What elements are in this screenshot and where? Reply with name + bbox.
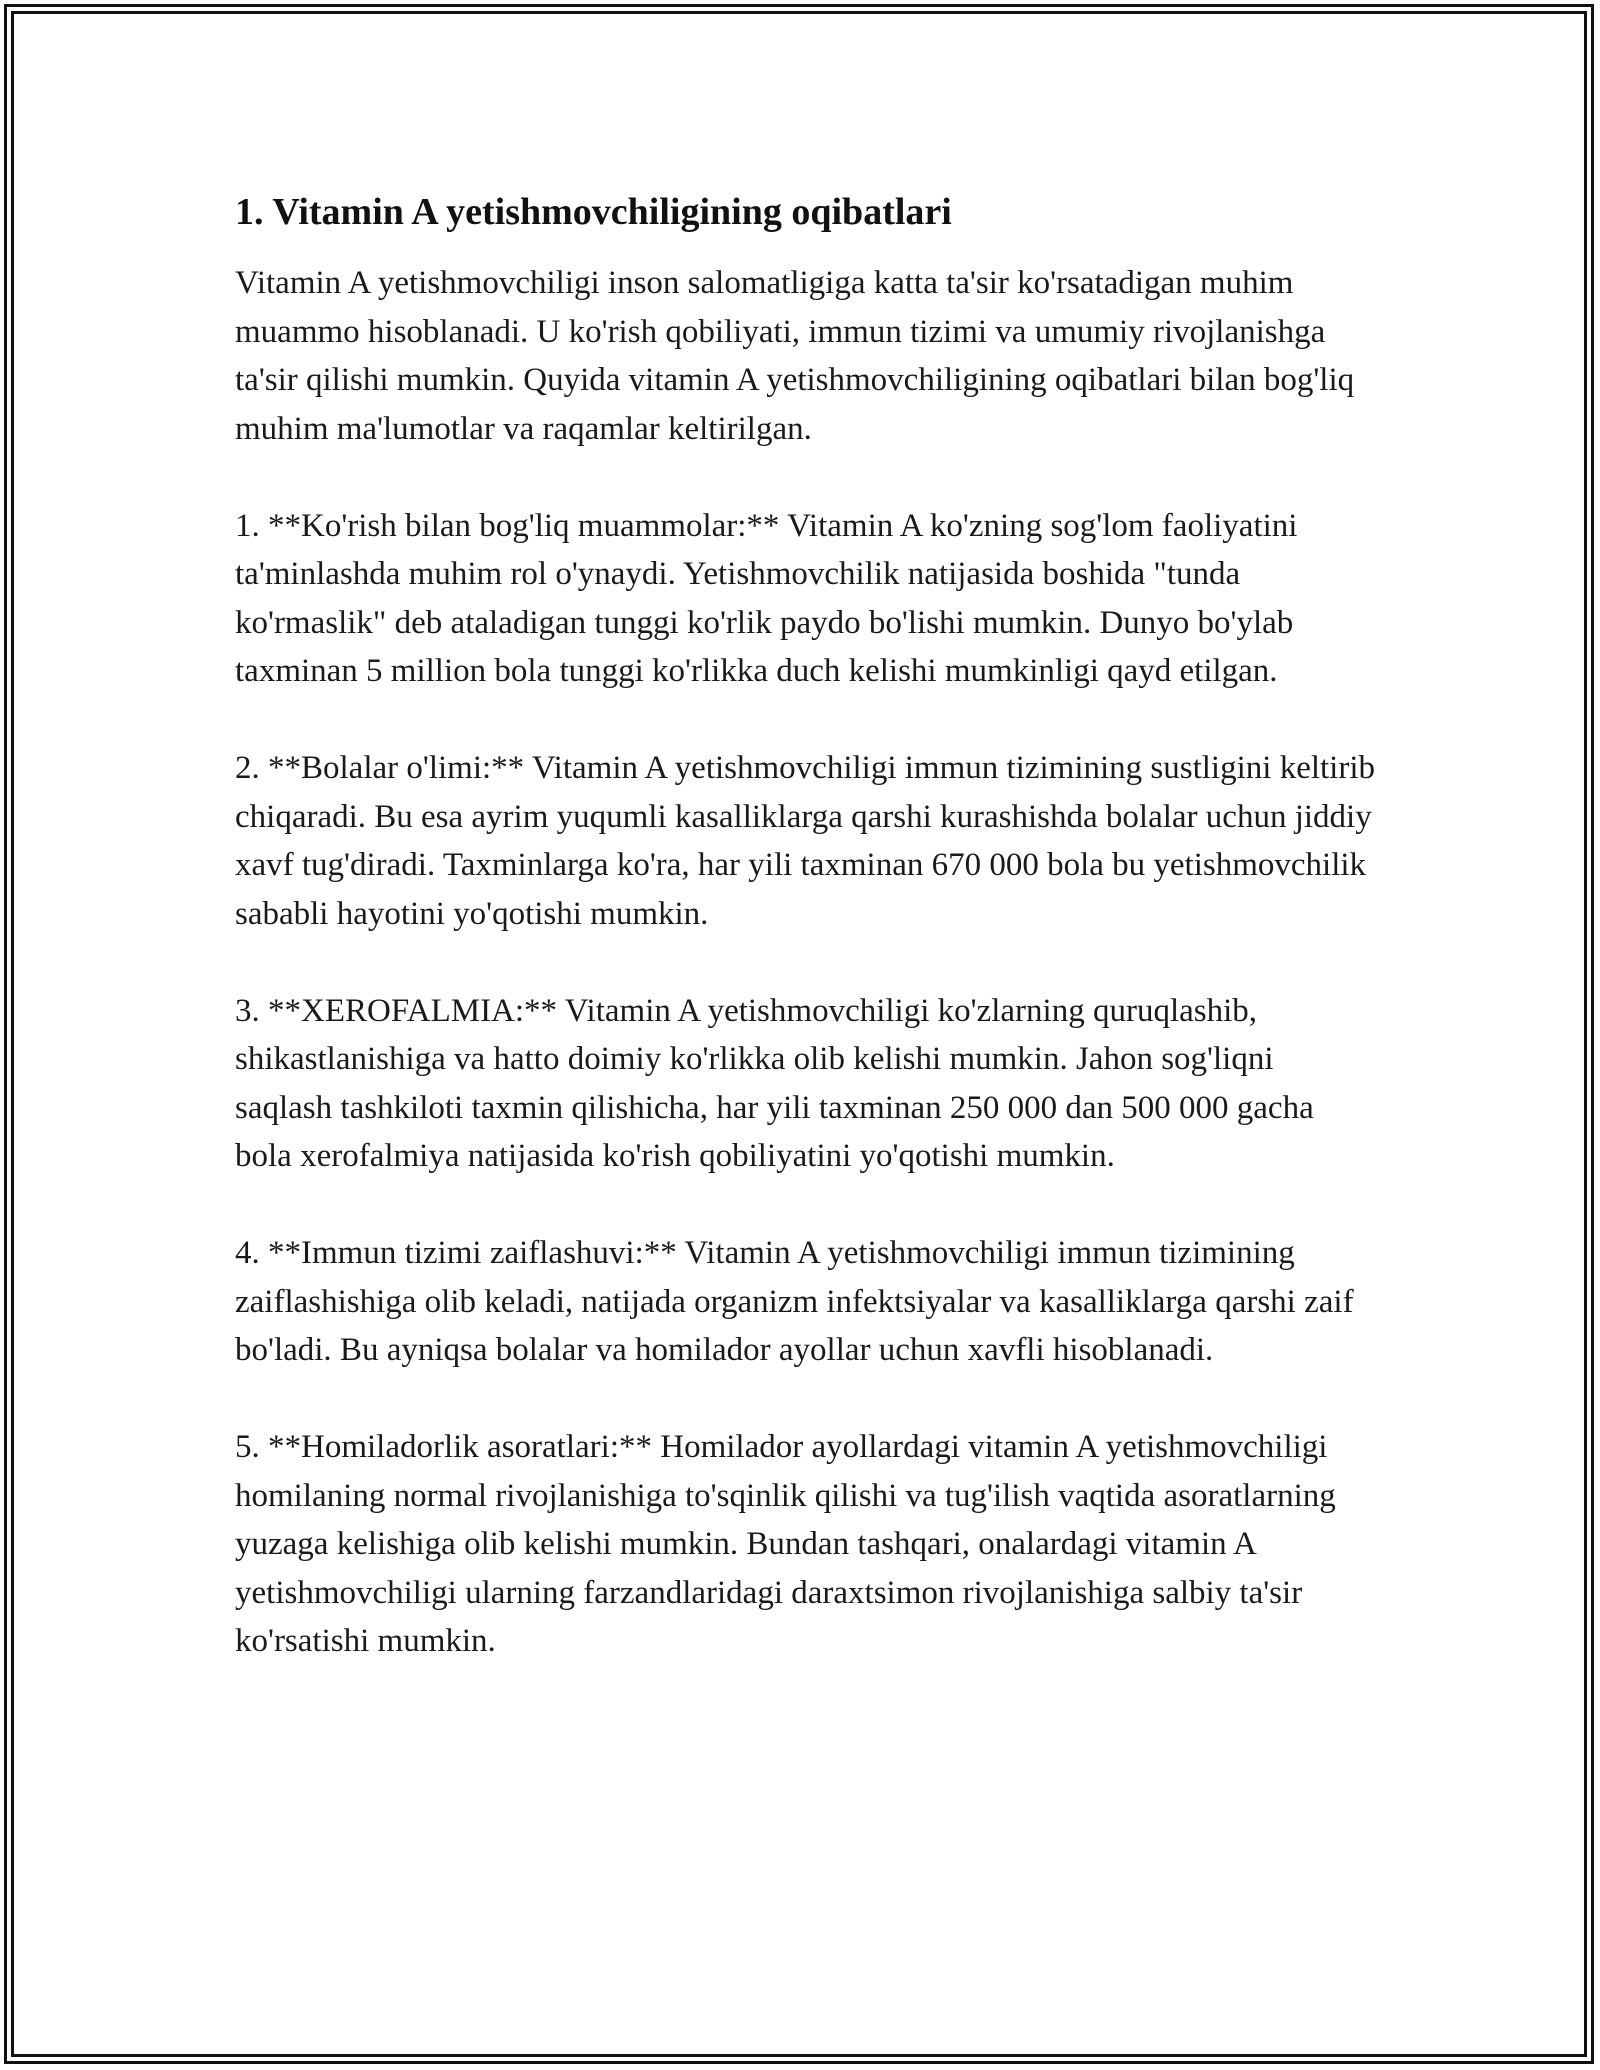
- list-item-child-mortality: 2. **Bolalar o'limi:** Vitamin A yetishmovchiligi immun tizimining sustligini keltirib chiqaradi. Bu esa ayrim yuqumli kasalliklarga qarshi kurashishda bolalar uchun jiddiy xavf tug'diradi. Taxminlarga ko'ra, har yili taxminan 670 000 bola bu yetishmovchilik sababli hayotini yo'qotishi mumkin.: [235, 750, 1375, 932]
- document-body: [235, 186, 1375, 1714]
- list-item-vision-problems: 1. **Ko'rish bilan bog'liq muammolar:** Vitamin A ko'zning sog'lom faoliyatini ta'minlashda muhim rol o'ynaydi. Yetishmovchilik natijasida boshida "tunda ko'rmaslik" deb ataladigan tunggi ko'rlik paydo bo'lishi mumkin. Dunyo bo'ylab taxminan 5 million bola tunggi ko'rlikka duch kelishi mumkinligi qayd etilgan.: [235, 507, 1298, 689]
- intro-paragraph: Vitamin A yetishmovchiligi inson salomatligiga katta ta'sir ko'rsatadigan muhim muammo hisoblanadi. U ko'rish qobiliyati, immun tizimi va umumiy rivojlanishga ta'sir qilishi mumkin. Quyida vitamin A yetishmovchiligining oqibatlari bilan bog'liq muhim ma'lumotlar va raqamlar keltirilgan.: [235, 265, 1355, 447]
- document-title: 1. Vitamin A yetishmovchiligining oqibatlari: [235, 191, 952, 233]
- list-item-immune-weakening: 4. **Immun tizimi zaiflashuvi:** Vitamin A yetishmovchiligi immun tizimining zaiflashishiga olib keladi, natijada organizm infektsiyalar va kasalliklarga qarshi zaif bo'ladi. Bu ayniqsa bolalar va homilador ayollar uchun xavfli hisoblanadi.: [235, 1235, 1354, 1368]
- list-item-pregnancy-complications: 5. **Homiladorlik asoratlari:** Homilador ayollardagi vitamin A yetishmovchiligi homilaning normal rivojlanishiga to'sqinlik qilishi va tug'ilish vaqtida asoratlarning yuzaga kelishiga olib kelishi mumkin. Bundan tashqari, onalardagi vitamin A yetishmovchiligi ularning farzandlaridagi daraxtsimon rivojlanishiga salbiy ta'sir ko'rsatishi mumkin.: [235, 1429, 1336, 1659]
- list-item-xerophthalmia: 3. **XEROFALMIA:** Vitamin A yetishmovchiligi ko'zlarning quruqlashib, shikastlanishiga va hatto doimiy ko'rlikka olib kelishi mumkin. Jahon sog'liqni saqlash tashkiloti taxmin qilishicha, har yili taxminan 250 000 dan 500 000 gacha bola xerofalmiya natijasida ko'rish qobiliyatini yo'qotishi mumkin.: [235, 992, 1314, 1174]
